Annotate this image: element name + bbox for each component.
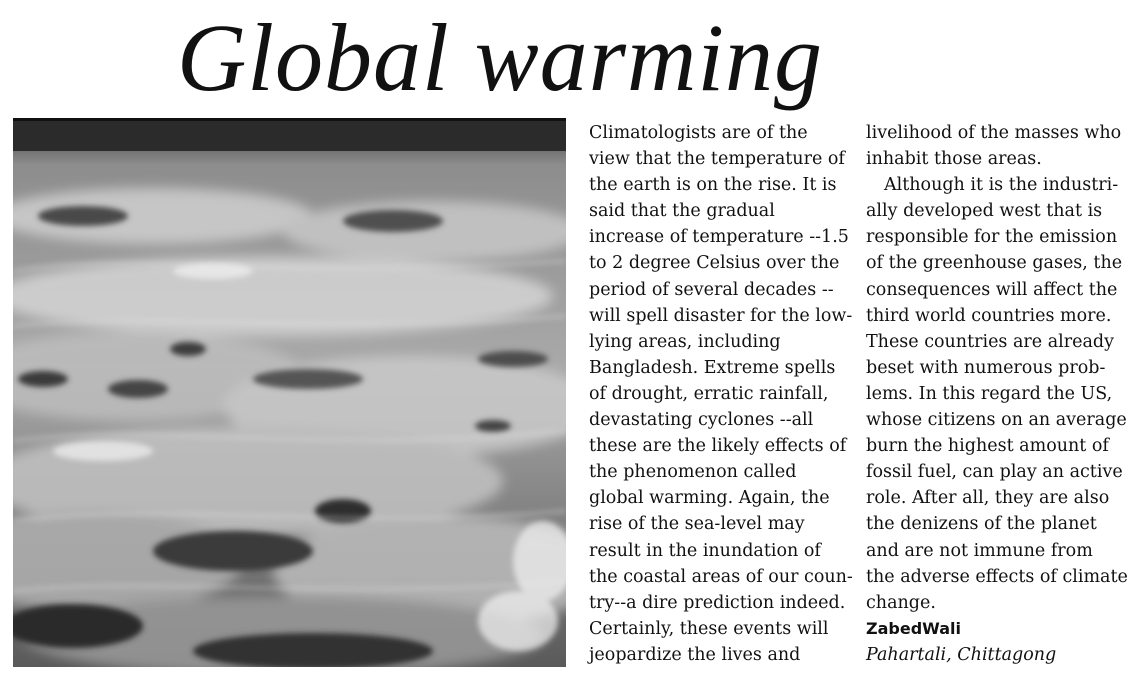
article-text-line: of drought, erratic rainfall, bbox=[589, 383, 829, 404]
article-text-line: ally developed west that is bbox=[866, 201, 1103, 222]
article-text-line: of the greenhouse gases, the bbox=[866, 253, 1123, 274]
article-text-line: change. bbox=[866, 592, 936, 613]
article-text-line: whose citizens on an average bbox=[866, 410, 1127, 431]
article-text-line: the adverse effects of climate bbox=[866, 566, 1128, 587]
article-text-line: These countries are already bbox=[866, 331, 1114, 352]
headline: Global warming bbox=[176, 4, 824, 111]
article-text-line: livelihood of the masses who bbox=[866, 123, 1122, 143]
article-column-2 bbox=[866, 120, 1128, 668]
article-text-line: role. After all, they are also bbox=[866, 488, 1110, 509]
article-text-line: fossil fuel, can play an active bbox=[866, 462, 1123, 483]
article-text-line: the coastal areas of our coun- bbox=[589, 566, 853, 587]
article-text-line: rise of the sea-level may bbox=[589, 514, 805, 535]
article-text-line: will spell disaster for the low- bbox=[589, 305, 853, 326]
article-text-line: the earth is on the rise. It is bbox=[589, 175, 837, 196]
article-text-line: lying areas, including bbox=[589, 331, 781, 352]
article-text-line: try--a dire prediction indeed. bbox=[589, 592, 846, 613]
article-text-line: result in the inundation of bbox=[589, 540, 821, 561]
earth-clouds-photo bbox=[13, 118, 566, 667]
article-text-line: period of several decades -- bbox=[589, 279, 834, 300]
signature-location: Pahartali, Chittagong bbox=[866, 644, 1057, 665]
article-text-line: burn the highest amount of bbox=[866, 436, 1109, 457]
article-text-line: jeopardize the lives and bbox=[589, 644, 801, 665]
article-text-line: the phenomenon called bbox=[589, 462, 797, 483]
article-column-1 bbox=[589, 120, 851, 668]
article-text-line: Certainly, these events will bbox=[589, 618, 829, 639]
article-text-line: said that the gradual bbox=[589, 201, 775, 222]
article-text-line: devastating cyclones --all bbox=[589, 410, 814, 431]
article-text-line: the denizens of the planet bbox=[866, 514, 1097, 535]
article-text-line: global warming. Again, the bbox=[589, 488, 830, 509]
article-text-line: view that the temperature of bbox=[589, 149, 845, 170]
article-text-line: and are not immune from bbox=[866, 540, 1093, 561]
article-text-line: consequences will affect the bbox=[866, 279, 1118, 300]
signature-name: ZabedWali bbox=[866, 618, 961, 638]
article-text-line: increase of temperature --1.5 bbox=[589, 227, 849, 248]
article-text-line: these are the likely effects of bbox=[589, 436, 847, 457]
earth-clouds-photo-icon bbox=[13, 121, 566, 667]
article-text-line: Climatologists are of the bbox=[589, 123, 808, 143]
article-text-line: Although it is the industri- bbox=[884, 175, 1119, 196]
article-text-line: responsible for the emission bbox=[866, 227, 1118, 248]
article-text-line: inhabit those areas. bbox=[866, 149, 1042, 170]
article-text-line: lems. In this regard the US, bbox=[866, 383, 1113, 404]
article-text-line: beset with numerous prob- bbox=[866, 357, 1106, 378]
article-text-line: Bangladesh. Extreme spells bbox=[589, 357, 836, 378]
article-text-line: to 2 degree Celsius over the bbox=[589, 253, 840, 274]
article-text-line: third world countries more. bbox=[866, 305, 1112, 326]
